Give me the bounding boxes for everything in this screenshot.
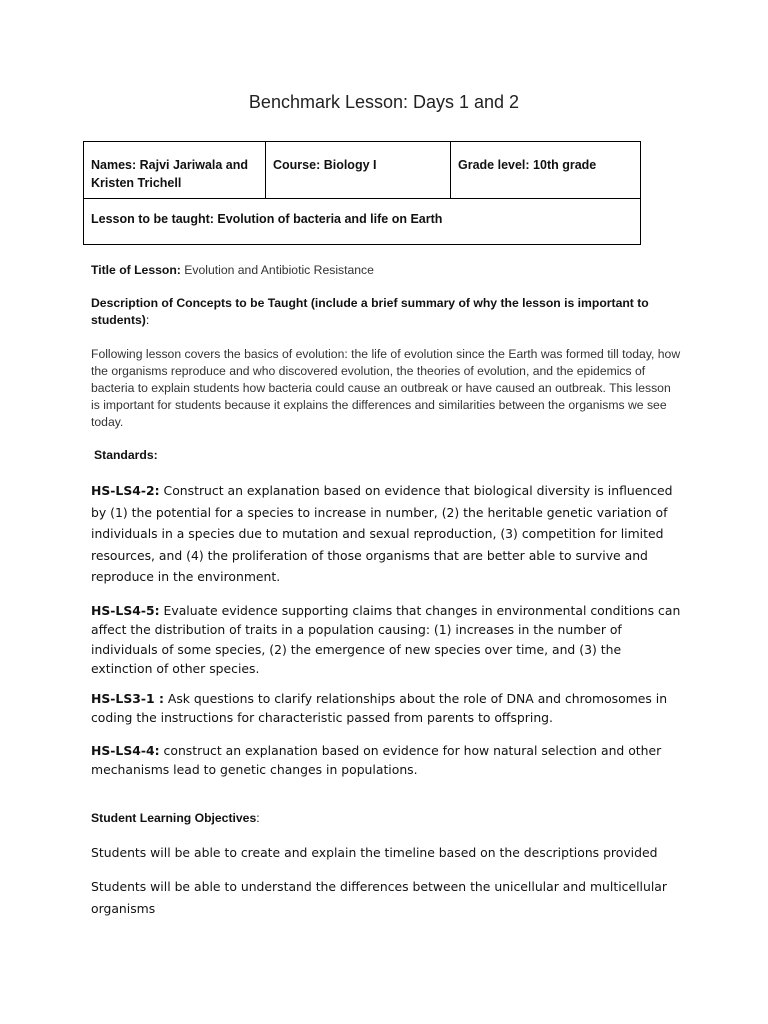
objective-item: Students will be able to understand the differences between the unicellular and multicellular organisms	[91, 879, 667, 916]
table-row	[84, 199, 641, 245]
objective-item: Students will be able to create and explain the timeline based on the descriptions provided	[91, 845, 658, 860]
description-heading-colon: :	[145, 313, 150, 327]
description-heading	[91, 295, 681, 329]
standard-text: Ask questions to clarify relationships about the role of DNA and chromosomes in coding the instructions for characteristic passed from parents to offspring.	[91, 691, 668, 726]
document-title: Benchmark Lesson: Days 1 and 2	[248, 92, 520, 112]
grade-cell: Grade level: 10th grade	[451, 142, 641, 199]
standard-text: Construct an explanation based on evidence that biological diversity is influenced by (1) the potential for a species to increase in number, (2) the heritable genetic variation of individuals in a species due to mutation and sexual reproduction, (3) competition for limited resources, and (4) the proliferation of those organisms that are better able to survive and reproduce in the environment.	[91, 483, 673, 584]
standard-item	[91, 601, 681, 678]
standard-item	[91, 741, 681, 780]
objectives-heading-text: Student Learning Objectives	[91, 811, 257, 825]
course-cell: Course: Biology I	[266, 142, 451, 199]
table-row	[84, 142, 641, 199]
objectives-heading	[91, 810, 681, 827]
standard-item	[91, 689, 681, 728]
lesson-title-line	[91, 262, 681, 279]
standard-code: HS-LS3-1 :	[91, 691, 164, 706]
standard-code: HS-LS4-5:	[91, 603, 160, 618]
description-heading-text: Description of Concepts to be Taught (include a brief summary of why the lesson is important to students)	[91, 296, 649, 327]
standard-code: HS-LS4-2:	[91, 483, 160, 498]
standard-text: construct an explanation based on evidence for how natural selection and other mechanisms lead to genetic changes in populations.	[91, 743, 662, 778]
names-cell	[84, 142, 266, 199]
lesson-cell: Lesson to be taught: Evolution of bacteria and life on Earth	[84, 199, 641, 245]
standard-item	[91, 480, 681, 588]
lesson-title-value: Evolution and Antibiotic Resistance	[184, 263, 374, 277]
lesson-title-label: Title of Lesson:	[91, 263, 181, 277]
lesson-info-table	[83, 141, 641, 245]
description-body: Following lesson covers the basics of evolution: the life of evolution since the Earth was formed till today, how the organisms reproduce and who discovered evolution, the theories of evolution, and the epidemics of bacteria to explain students how bacteria could cause an outbreak or have caused an outbreak. This lesson is important for students because it explains the differences and similarities between the organisms we see today.	[91, 347, 681, 429]
standard-text: Evaluate evidence supporting claims that changes in environmental conditions can affect the distribution of traits in a population causing: (1) increases in the number of individuals of some species, (2) the emergence of new species over time, and (3) the extinction of other species.	[91, 603, 681, 676]
standards-heading: Standards:	[94, 448, 158, 462]
objectives-heading-colon: :	[256, 811, 260, 825]
names-text: Names: Rajvi Jariwala and	[91, 158, 249, 172]
standard-code: HS-LS4-4:	[91, 743, 160, 758]
names-text-line2: Kristen Trichell	[91, 176, 182, 190]
